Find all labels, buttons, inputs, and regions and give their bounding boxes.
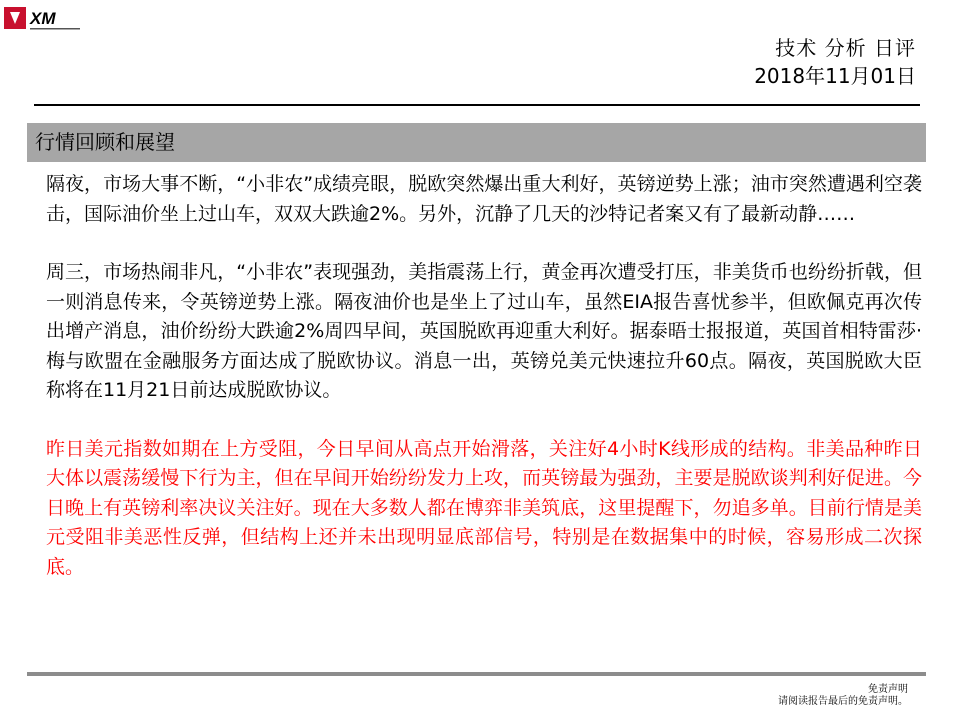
report-body: [46, 170, 922, 611]
report-type: 技术 分析 日评: [775, 36, 916, 60]
paragraph-overnight-summary: 隔夜，市场大事不断，“小非农”成绩亮眼，脱欧突然爆出重大利好，英镑逆势上涨；油市突然遭遇利空袭击，国际油价坐上过山车，双双大跌逾2%。另外，沉静了几天的沙特记者案又有了最新动静……: [46, 173, 922, 225]
disclaimer-title: 免责声明: [868, 684, 908, 695]
section-title: 行情回顾和展望: [35, 130, 175, 154]
section-header: [27, 123, 926, 162]
report-header: [754, 34, 916, 90]
paragraph-outlook: 昨日美元指数如期在上方受阻，今日早间从高点开始滑落，关注好4小时K线形成的结构。非美品种昨日大体以震荡缓慢下行为主，但在早间开始纷纷发力上攻，而英镑最为强劲，主要是脱欧谈判利好促进。今日晚上有英镑利率决议关注好。现在大多数人都在博弈非美筑底，这里提醒下，勿追多单。目前行情是美元受阻非美恶性反弹，但结构上还并未出现明显底部信号，特别是在数据集中的时候，容易形成二次探底。: [46, 437, 922, 578]
report-date: 2018年11月01日: [754, 64, 916, 88]
logo-text: XM: [30, 9, 56, 28]
disclaimer-note: 请阅读报告最后的免责声明。: [778, 696, 908, 707]
xm-logo: [4, 4, 92, 34]
footer-divider: [27, 672, 926, 676]
logo-underline: [30, 28, 80, 30]
disclaimer: [778, 684, 908, 708]
header-divider: [34, 104, 920, 106]
paragraph-market-review: 周三，市场热闹非凡，“小非农”表现强劲，美指震荡上行，黄金再次遭受打压，非美货币也纷纷折戟，但一则消息传来，令英镑逆势上涨。隔夜油价也是坐上了过山车，虽然EIA报告喜忧参半，但欧佩克再次传出增产消息，油价纷纷大跌逾2%周四早间，英国脱欧再迎重大利好。据泰晤士报报道，英国首相特雷莎·梅与欧盟在金融服务方面达成了脱欧协议。消息一出，英镑兑美元快速拉升60点。隔夜，英国脱欧大臣称将在11月21日前达成脱欧协议。: [46, 261, 922, 401]
